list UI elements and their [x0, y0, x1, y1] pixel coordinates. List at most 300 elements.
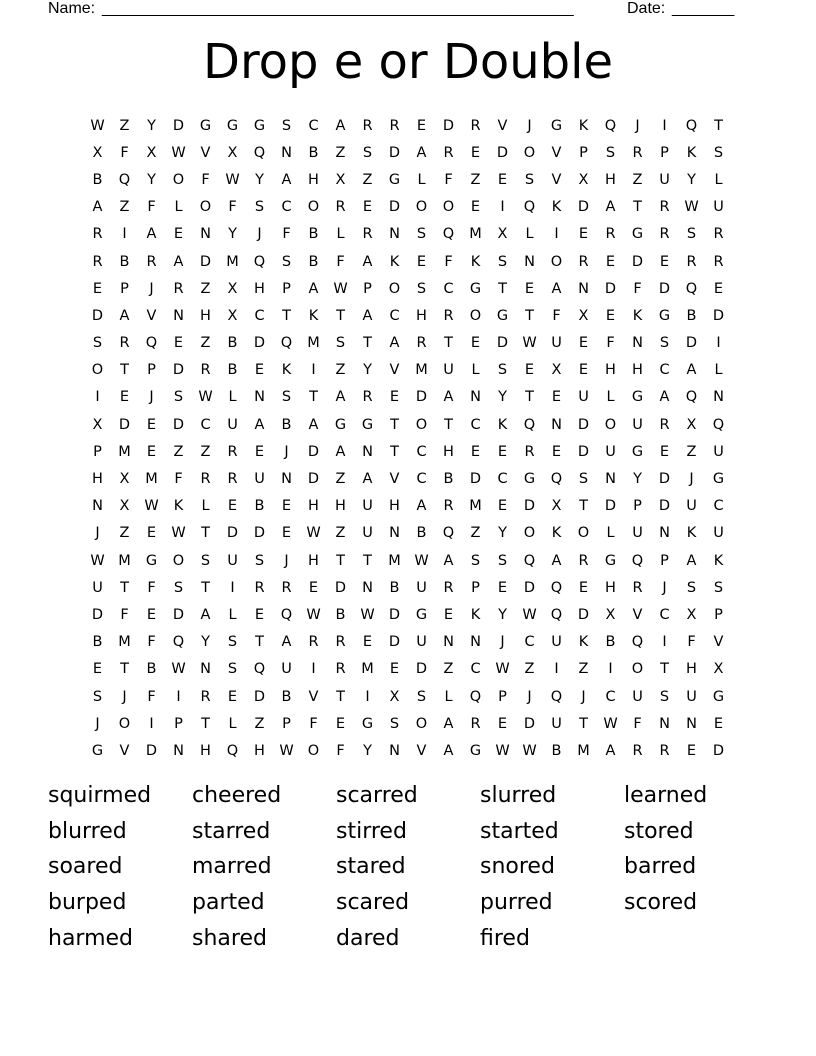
grid-letter: B	[308, 226, 319, 243]
grid-letter: G	[658, 307, 671, 324]
grid-letter: X	[389, 688, 400, 705]
word-bank-item: starred	[192, 818, 271, 844]
grid-letter: D	[685, 335, 698, 352]
page-title: Drop e or Double	[203, 34, 613, 90]
grid-letter: K	[470, 606, 481, 623]
grid-letter: W	[414, 552, 429, 569]
word-bank-item: stored	[624, 818, 694, 844]
grid-letter: R	[227, 443, 238, 460]
grid-letter: Q	[685, 389, 698, 406]
grid-letter: R	[659, 226, 670, 243]
grid-letter: A	[173, 253, 184, 270]
grid-letter: H	[632, 362, 643, 379]
grid-letter: U	[686, 498, 697, 515]
grid-letter: C	[308, 117, 319, 134]
grid-letter: V	[632, 606, 643, 623]
grid-letter: Y	[498, 525, 507, 542]
grid-letter: A	[416, 498, 427, 515]
grid-letter: U	[632, 525, 643, 542]
grid-letter: L	[417, 171, 426, 188]
grid-letter: H	[389, 498, 400, 515]
grid-letter: H	[686, 661, 697, 678]
grid-letter: F	[444, 253, 453, 270]
grid-letter: E	[713, 715, 724, 732]
grid-letter: K	[632, 307, 643, 324]
grid-letter: I	[662, 634, 667, 651]
grid-letter: K	[281, 362, 292, 379]
grid-letter: A	[686, 552, 697, 569]
grid-letter: I	[662, 117, 667, 134]
grid-letter: E	[173, 226, 184, 243]
grid-letter: B	[389, 579, 400, 596]
word-bank-item: snored	[480, 854, 555, 880]
grid-letter: W	[279, 742, 294, 759]
grid-letter: V	[416, 742, 427, 759]
grid-letter: X	[713, 661, 724, 678]
grid-letter: E	[578, 579, 589, 596]
grid-letter: R	[335, 661, 346, 678]
grid-letter: T	[363, 335, 372, 352]
grid-letter: T	[309, 389, 318, 406]
grid-letter: W	[198, 389, 213, 406]
word-bank-item: harmed	[48, 925, 134, 951]
grid-letter: Z	[119, 117, 130, 134]
grid-letter: V	[551, 144, 562, 161]
grid-letter: B	[227, 335, 238, 352]
grid-letter: C	[497, 471, 508, 488]
grid-letter: A	[362, 471, 373, 488]
grid-letter: F	[147, 634, 156, 651]
grid-letter: Q	[685, 280, 698, 297]
grid-letter: H	[200, 742, 211, 759]
grid-letter: U	[416, 579, 427, 596]
grid-letter: Q	[685, 117, 698, 134]
grid-letter: S	[362, 144, 373, 161]
grid-letter: S	[92, 688, 103, 705]
grid-letter: Z	[686, 443, 697, 460]
grid-letter: F	[336, 742, 345, 759]
grid-letter: A	[605, 199, 616, 216]
grid-letter: C	[200, 416, 211, 433]
grid-letter: U	[362, 498, 373, 515]
grid-letter: B	[605, 634, 616, 651]
grid-letter: G	[523, 471, 536, 488]
grid-letter: S	[578, 471, 589, 488]
grid-letter: G	[415, 606, 428, 623]
grid-letter: U	[254, 471, 265, 488]
grid-letter: M	[118, 443, 131, 460]
grid-letter: B	[254, 498, 265, 515]
grid-letter: Y	[228, 226, 237, 243]
grid-letter: R	[632, 742, 643, 759]
grid-letter: E	[281, 498, 292, 515]
word-bank-item: squirmed	[48, 783, 152, 809]
grid-letter: W	[225, 171, 240, 188]
grid-letter: O	[118, 715, 131, 732]
grid-letter: U	[605, 443, 616, 460]
grid-letter: D	[334, 579, 347, 596]
grid-letter: Z	[335, 525, 346, 542]
grid-letter: V	[551, 171, 562, 188]
grid-letter: S	[173, 389, 184, 406]
grid-letter: D	[253, 688, 266, 705]
grid-letter: S	[281, 117, 292, 134]
grid-letter: I	[95, 389, 100, 406]
grid-letter: E	[686, 742, 697, 759]
grid-letter: M	[469, 226, 482, 243]
grid-letter: P	[633, 498, 642, 515]
grid-letter: N	[389, 525, 400, 542]
grid-letter: F	[606, 335, 615, 352]
word-bank-item: scared	[336, 890, 410, 916]
grid-letter: E	[659, 253, 670, 270]
grid-letter: X	[497, 226, 508, 243]
grid-letter: S	[605, 144, 616, 161]
grid-letter: U	[578, 389, 589, 406]
grid-letter: C	[416, 443, 427, 460]
grid-letter: E	[389, 389, 400, 406]
word-bank-item: stirred	[336, 818, 407, 844]
grid-letter: U	[551, 634, 562, 651]
grid-letter: F	[687, 634, 696, 651]
grid-letter: N	[713, 389, 724, 406]
grid-letter: N	[173, 742, 184, 759]
grid-letter: Y	[687, 171, 696, 188]
grid-letter: R	[362, 226, 373, 243]
grid-letter: H	[308, 498, 319, 515]
grid-letter: I	[716, 335, 721, 352]
word-bank-item: stared	[336, 854, 406, 880]
grid-letter: I	[554, 661, 559, 678]
grid-letter: N	[200, 661, 211, 678]
grid-letter: Y	[363, 742, 372, 759]
grid-letter: C	[524, 634, 535, 651]
grid-letter: D	[388, 144, 401, 161]
grid-letter: L	[228, 606, 237, 623]
grid-letter: H	[335, 498, 346, 515]
grid-letter: O	[631, 661, 644, 678]
grid-letter: S	[389, 715, 400, 732]
grid-letter: B	[146, 661, 157, 678]
grid-letter: P	[471, 579, 480, 596]
grid-letter: Z	[119, 199, 130, 216]
grid-letter: R	[686, 253, 697, 270]
grid-letter: R	[443, 307, 454, 324]
grid-letter: B	[308, 253, 319, 270]
grid-letter: O	[415, 715, 428, 732]
grid-letter: Z	[200, 280, 211, 297]
grid-letter: A	[362, 307, 373, 324]
grid-letter: D	[226, 525, 239, 542]
grid-letter: W	[495, 742, 510, 759]
grid-letter: R	[659, 742, 670, 759]
grid-letter: A	[362, 253, 373, 270]
grid-letter: D	[631, 253, 644, 270]
grid-letter: Q	[226, 742, 239, 759]
grid-letter: T	[579, 498, 588, 515]
grid-letter: F	[282, 226, 291, 243]
grid-letter: W	[360, 606, 375, 623]
grid-letter: A	[551, 552, 562, 569]
grid-letter: N	[632, 335, 643, 352]
grid-letter: R	[578, 552, 589, 569]
grid-letter: N	[362, 443, 373, 460]
grid-letter: N	[470, 634, 481, 651]
grid-letter: O	[307, 199, 320, 216]
grid-letter: E	[551, 443, 562, 460]
grid-letter: G	[469, 280, 482, 297]
date-label: Date:	[627, 0, 666, 17]
grid-letter: C	[470, 661, 481, 678]
grid-letter: D	[523, 579, 536, 596]
grid-letter: L	[174, 199, 183, 216]
grid-letter: T	[714, 117, 723, 134]
grid-letter: T	[282, 307, 291, 324]
grid-letter: C	[443, 280, 454, 297]
grid-letter: I	[176, 688, 181, 705]
grid-letter: J	[95, 715, 100, 732]
grid-letter: I	[311, 661, 316, 678]
grid-letter: U	[443, 362, 454, 379]
grid-letter: S	[416, 226, 427, 243]
grid-letter: Y	[498, 606, 507, 623]
grid-letter: T	[120, 579, 129, 596]
grid-letter: A	[146, 226, 157, 243]
grid-letter: Q	[550, 471, 563, 488]
grid-letter: W	[684, 199, 699, 216]
grid-letter: T	[120, 661, 129, 678]
grid-letter: X	[119, 498, 130, 515]
grid-letter: S	[416, 688, 427, 705]
grid-letter: I	[365, 688, 370, 705]
grid-letter: N	[389, 226, 400, 243]
grid-letter: R	[713, 226, 724, 243]
grid-letter: Q	[280, 606, 293, 623]
grid-letter: E	[254, 606, 265, 623]
grid-letter: C	[713, 498, 724, 515]
grid-letter: F	[174, 471, 183, 488]
grid-letter: D	[145, 742, 158, 759]
grid-letter: E	[416, 253, 427, 270]
grid-letter: B	[416, 525, 427, 542]
grid-letter: R	[632, 579, 643, 596]
grid-letter: S	[227, 634, 238, 651]
grid-letter: R	[200, 471, 211, 488]
grid-letter: W	[522, 335, 537, 352]
grid-letter: W	[171, 144, 186, 161]
grid-letter: K	[551, 525, 562, 542]
grid-letter: M	[226, 253, 239, 270]
grid-letter: G	[712, 471, 725, 488]
grid-letter: N	[281, 471, 292, 488]
word-bank-item: started	[480, 818, 559, 844]
grid-letter: I	[122, 226, 127, 243]
grid-letter: D	[658, 280, 671, 297]
grid-letter: R	[524, 443, 535, 460]
grid-letter: E	[470, 335, 481, 352]
grid-letter: Z	[119, 525, 130, 542]
grid-letter: E	[524, 280, 535, 297]
grid-letter: R	[713, 253, 724, 270]
grid-letter: E	[146, 416, 157, 433]
grid-letter: F	[201, 171, 210, 188]
grid-letter: F	[120, 144, 129, 161]
grid-letter: K	[551, 199, 562, 216]
grid-letter: P	[660, 552, 669, 569]
grid-letter: K	[308, 307, 319, 324]
grid-letter: D	[442, 117, 455, 134]
grid-letter: W	[306, 606, 321, 623]
grid-letter: U	[362, 525, 373, 542]
grid-letter: Q	[253, 661, 266, 678]
grid-letter: E	[146, 443, 157, 460]
grid-letter: R	[416, 335, 427, 352]
grid-letter: Y	[147, 171, 156, 188]
grid-letter: G	[253, 117, 266, 134]
grid-letter: I	[230, 579, 235, 596]
grid-letter: I	[149, 715, 154, 732]
grid-letter: T	[525, 389, 534, 406]
grid-letter: D	[577, 443, 590, 460]
word-bank-item: shared	[192, 925, 267, 951]
grid-letter: C	[254, 307, 265, 324]
grid-letter: H	[92, 471, 103, 488]
grid-letter: N	[389, 742, 400, 759]
grid-letter: X	[335, 171, 346, 188]
grid-letter: S	[713, 144, 724, 161]
grid-letter: J	[149, 389, 154, 406]
grid-letter: N	[470, 389, 481, 406]
grid-letter: G	[91, 742, 104, 759]
grid-letter: J	[257, 226, 262, 243]
grid-letter: R	[470, 715, 481, 732]
grid-letter: G	[388, 171, 401, 188]
grid-letter: C	[659, 362, 670, 379]
grid-letter: D	[388, 199, 401, 216]
grid-letter: L	[336, 226, 345, 243]
grid-letter: E	[497, 171, 508, 188]
grid-letter: J	[284, 552, 289, 569]
grid-letter: X	[578, 171, 589, 188]
grid-letter: Z	[362, 171, 373, 188]
grid-letter: V	[389, 471, 400, 488]
grid-letter: E	[551, 389, 562, 406]
grid-letter: T	[633, 199, 642, 216]
grid-letter: B	[281, 416, 292, 433]
grid-letter: T	[255, 634, 264, 651]
grid-letter: I	[554, 226, 559, 243]
grid-letter: F	[633, 715, 642, 732]
grid-letter: E	[497, 498, 508, 515]
grid-letter: X	[92, 144, 103, 161]
grid-letter: S	[497, 253, 508, 270]
grid-letter: V	[389, 362, 400, 379]
grid-letter: J	[689, 471, 694, 488]
grid-letter: E	[146, 606, 157, 623]
grid-letter: O	[172, 171, 185, 188]
grid-letter: U	[227, 416, 238, 433]
grid-letter: X	[119, 471, 130, 488]
grid-letter: U	[713, 443, 724, 460]
grid-letter: D	[172, 416, 185, 433]
grid-letter: T	[390, 443, 399, 460]
grid-letter: Z	[200, 443, 211, 460]
grid-letter: R	[605, 226, 616, 243]
grid-letter: D	[496, 335, 509, 352]
grid-letter: E	[254, 443, 265, 460]
grid-letter: M	[118, 634, 131, 651]
grid-letter: N	[281, 144, 292, 161]
grid-letter: E	[146, 525, 157, 542]
grid-letter: C	[605, 688, 616, 705]
grid-letter: R	[443, 579, 454, 596]
grid-letter: D	[577, 606, 590, 623]
grid-letter: W	[495, 661, 510, 678]
grid-letter: A	[308, 416, 319, 433]
grid-letter: Z	[254, 715, 265, 732]
grid-letter: B	[227, 362, 238, 379]
grid-letter: W	[90, 117, 105, 134]
grid-letter: B	[335, 606, 346, 623]
grid-letter: Q	[172, 634, 185, 651]
grid-letter: Y	[363, 362, 372, 379]
grid-letter: H	[254, 280, 265, 297]
grid-letter: X	[227, 280, 238, 297]
grid-letter: T	[120, 362, 129, 379]
grid-letter: Z	[578, 661, 589, 678]
grid-letter: L	[228, 389, 237, 406]
grid-letter: S	[173, 579, 184, 596]
grid-letter: G	[631, 443, 644, 460]
grid-letter: Q	[604, 117, 617, 134]
grid-letter: M	[415, 362, 428, 379]
grid-letter: T	[498, 280, 507, 297]
grid-letter: O	[415, 416, 428, 433]
grid-letter: D	[199, 253, 212, 270]
grid-letter: T	[201, 525, 210, 542]
grid-letter: H	[308, 552, 319, 569]
grid-letter: T	[336, 552, 345, 569]
grid-letter: E	[92, 661, 103, 678]
grid-letter: A	[92, 199, 103, 216]
grid-letter: X	[551, 498, 562, 515]
grid-letter: S	[200, 552, 211, 569]
grid-letter: G	[631, 389, 644, 406]
grid-letter: R	[173, 280, 184, 297]
grid-letter: S	[227, 661, 238, 678]
word-bank-item: purred	[480, 890, 553, 916]
grid-letter: D	[307, 443, 320, 460]
grid-letter: A	[200, 606, 211, 623]
grid-letter: Z	[443, 661, 454, 678]
name-blank-line: _____________________________________________________	[102, 0, 574, 17]
grid-letter: S	[254, 199, 265, 216]
grid-letter: H	[200, 307, 211, 324]
grid-letter: Q	[550, 688, 563, 705]
word-bank-item: slurred	[480, 783, 557, 809]
grid-letter: B	[119, 253, 130, 270]
grid-letter: N	[443, 634, 454, 651]
grid-letter: K	[173, 498, 184, 515]
grid-letter: Q	[442, 525, 455, 542]
grid-letter: R	[92, 253, 103, 270]
grid-letter: E	[389, 661, 400, 678]
grid-letter: S	[659, 335, 670, 352]
grid-letter: Y	[633, 471, 642, 488]
grid-letter: X	[551, 362, 562, 379]
grid-letter: D	[91, 307, 104, 324]
grid-letter: A	[443, 715, 454, 732]
